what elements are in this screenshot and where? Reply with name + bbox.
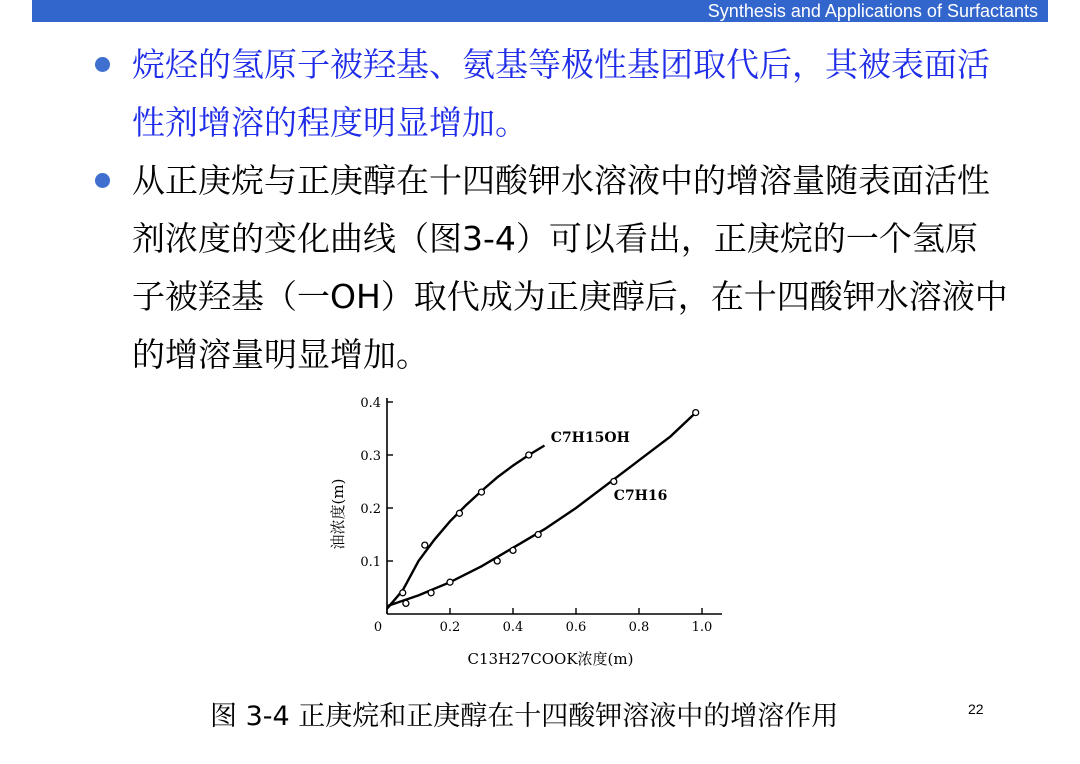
data-point xyxy=(693,410,699,416)
bullet-text: 烷烃的氢原子被羟基、氨基等极性基团取代后，其被表面活性剂增溶的程度明显增加。 xyxy=(132,45,990,142)
x-tick-label: 0 xyxy=(373,620,383,635)
series-label-heptanol: C7H15OH xyxy=(550,429,630,446)
x-tick-label: 1.0 xyxy=(691,620,713,635)
data-point xyxy=(447,579,453,585)
data-point xyxy=(403,600,409,606)
data-point xyxy=(400,590,406,596)
y-tick-label: 0.2 xyxy=(360,502,381,517)
x-tick-label: 0.2 xyxy=(439,620,461,635)
data-point xyxy=(611,479,617,485)
data-point xyxy=(428,590,434,596)
bullet-list xyxy=(90,36,1010,384)
series-line-2 xyxy=(387,413,696,606)
y-axis-label: 油浓度(m) xyxy=(329,478,347,550)
chart-series-layer xyxy=(387,410,699,609)
data-point xyxy=(535,532,541,538)
bullet-dot-icon xyxy=(95,173,110,188)
data-point xyxy=(456,510,462,516)
figure-caption: 图 3-4 正庚烷和正庚醇在十四酸钾溶液中的增溶作用 xyxy=(210,701,839,732)
y-tick-label: 0.4 xyxy=(360,396,381,411)
bullet-item xyxy=(90,36,1010,152)
x-tick-label: 0.8 xyxy=(628,620,650,635)
header-bar xyxy=(32,0,1048,22)
header-title: Synthesis and Applications of Surfactants xyxy=(707,1,1038,21)
page-number: 22 xyxy=(968,701,984,717)
y-tick-label: 0.3 xyxy=(360,449,381,464)
chart-svg xyxy=(325,392,755,672)
data-point xyxy=(422,542,428,548)
data-point xyxy=(479,489,485,495)
x-axis-label: C13H27COOK浓度(m) xyxy=(467,650,634,668)
chart xyxy=(325,392,755,672)
data-point xyxy=(526,452,532,458)
x-tick-label: 0.4 xyxy=(502,620,524,635)
series-line-1 xyxy=(387,446,545,609)
bullet-dot-icon xyxy=(95,57,110,72)
bullet-item xyxy=(90,152,1010,384)
series-label-heptane: C7H16 xyxy=(613,488,668,505)
y-tick-label: 0.1 xyxy=(360,555,381,570)
data-point xyxy=(494,558,500,564)
bullet-text: 从正庚烷与正庚醇在十四酸钾水溶液中的增溶量随表面活性剂浓度的变化曲线（图3-4）可以看出，正庚烷的一个氢原子被羟基（一OH）取代成为正庚醇后，在十四酸钾水溶液中的增溶量明显增加。 xyxy=(132,161,1008,374)
data-point xyxy=(510,547,516,553)
x-tick-label: 0.6 xyxy=(565,620,587,635)
